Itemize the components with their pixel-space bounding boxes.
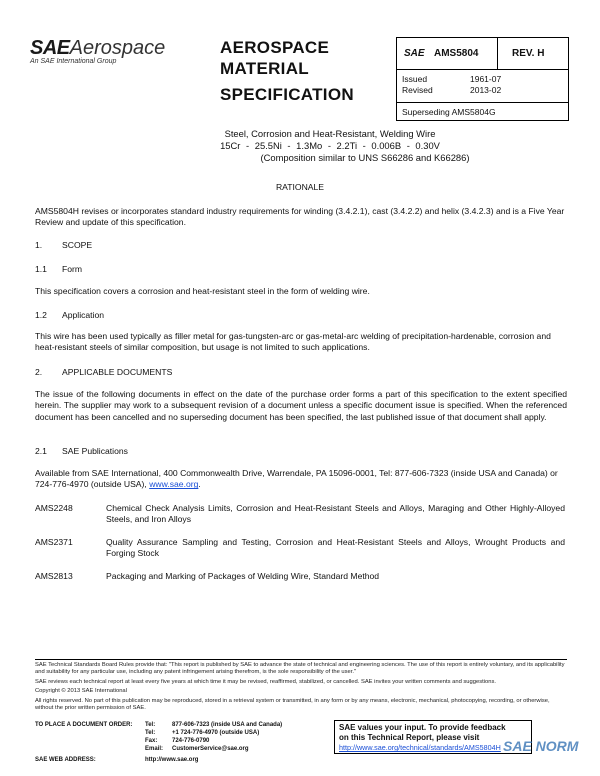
watermark-text: SAE NORM <box>503 738 579 754</box>
feedback-link[interactable]: http://www.sae.org/technical/standards/AMS5804H <box>339 743 501 752</box>
tel-inside: 877-606-7323 (inside USA and Canada) <box>172 722 283 728</box>
sae-address-text: Available from SAE International, 400 Commonwealth Drive, Warrendale, PA 15096-0001, Tel: 877-606-7323 (inside USA and Canada) or 724-776-4970 (outside USA), <box>35 468 558 490</box>
footer-legal <box>35 662 567 712</box>
email-address[interactable]: CustomerService@sae.org <box>172 746 249 752</box>
rationale-text: AMS5804H revises or incorporates standard industry requirements for winding (3.4.2.1), cast (3.4.2.2) and helix (3.4.2.3) and is a Five Year Review and update of this specification. <box>35 206 565 228</box>
reference-description: Chemical Check Analysis Limits, Corrosion and Heat-Resistant Steels and Alloys, Maraging and Other Highly-Alloyed Steels, and Iron Alloys <box>106 503 565 525</box>
sae-website-link[interactable]: www.sae.org <box>149 479 199 490</box>
section-1-1-number: 1.1 <box>35 264 47 274</box>
fax-label: Fax: <box>145 738 158 744</box>
footer-divider <box>35 659 567 660</box>
watermark-logo <box>503 738 598 764</box>
logo-sae-text: SAE <box>30 37 70 59</box>
section-1-2-text: This wire has been used typically as filler metal for gas-tungsten-arc or gas-metal-arc welding of precipitation-hardenable, corrosion and heat-resistant steels of similar composition, but usage is not limited to such applications. <box>35 331 551 353</box>
subject-composition: 15Cr - 25.5Ni - 1.3Mo - 2.2Ti - 0.006B - 0.30V <box>220 140 440 151</box>
section-2-1-title: SAE Publications <box>62 446 128 456</box>
issued-date: 1961-07 <box>470 74 502 84</box>
title-line-3: SPECIFICATION <box>220 85 354 104</box>
feedback-line-2: on this Technical Report, please visit <box>339 733 480 742</box>
section-1-1-heading <box>35 264 82 274</box>
footer-review-text: SAE reviews each technical report at least every five years at which time it may be revised, reaffirmed, stabilized, or cancelled. SAE invites your written comments and suggestions. <box>35 678 496 685</box>
section-1-2-title: Application <box>62 310 105 320</box>
revised-label: Revised <box>402 85 433 95</box>
rationale-heading: RATIONALE <box>275 182 325 192</box>
section-1-title: SCOPE <box>62 240 93 250</box>
section-1-1-text: This specification covers a corrosion and heat-resistant steel in the form of welding wire. <box>35 286 370 296</box>
subject-title: Steel, Corrosion and Heat-Resistant, Welding Wire <box>224 128 436 139</box>
section-1-number: 1. <box>35 240 43 250</box>
section-1-2-number: 1.2 <box>35 310 47 320</box>
superseding-text: Superseding AMS5804G <box>402 107 496 117</box>
section-2-1-number: 2.1 <box>35 446 47 456</box>
section-2-1-heading <box>35 446 128 456</box>
section-2-number: 2. <box>35 367 43 377</box>
footer-rights-text: All rights reserved. No part of this publication may be reproduced, stored in a retrieval system or transmitted, in any form or by any means, electronic, mechanical, photocopying, recording, or otherwise, without the prior written permission of SAE. <box>35 697 550 712</box>
reference-description: Packaging and Marking of Packages of Welding Wire, Standard Method <box>106 571 380 581</box>
title-line-2: MATERIAL <box>220 59 309 78</box>
reference-code: AMS2248 <box>35 503 73 513</box>
section-2-1-text <box>35 468 567 491</box>
logo-aerospace-text: Aerospace <box>69 37 166 59</box>
reference-code: AMS2813 <box>35 571 73 581</box>
section-1-2-heading <box>35 310 104 320</box>
revision-box <box>497 37 569 70</box>
reference-code: AMS2371 <box>35 537 73 547</box>
subject-similar: (Composition similar to UNS S66286 and K66286) <box>260 152 470 163</box>
order-contact-block <box>35 722 325 770</box>
section-2-heading <box>35 367 172 377</box>
section-2-text: The issue of the following documents in effect on the date of the purchase order forms a part of this specification to the extent specified herein. The supplier may work to a subsequent revision of a document unless a specific document issue is specified. When the referenced document has been cancelled and no superseding document has been specified, the last published issue of that document shall apply. <box>35 389 567 422</box>
doc-number: AMS5804 <box>434 48 479 59</box>
feedback-line-1: SAE values your input. To provide feedback <box>339 723 506 732</box>
sae-small-logo: SAE <box>404 48 425 59</box>
sae-address-end: . <box>198 479 201 490</box>
doc-number-box <box>396 37 498 70</box>
order-label: TO PLACE A DOCUMENT ORDER: <box>35 722 133 728</box>
reference-description: Quality Assurance Sampling and Testing, Corrosion and Heat-Resistant Steels and Alloys, Wrought Products and Forging Stock <box>106 537 565 559</box>
issue-dates-box <box>396 69 569 103</box>
fax-number: 724-776-0790 <box>172 738 210 744</box>
superseding-box <box>396 102 569 121</box>
section-1-1-title: Form <box>62 264 83 274</box>
web-label: SAE WEB ADDRESS: <box>35 757 96 763</box>
tel-outside: +1 724-776-4970 (outside USA) <box>172 730 260 736</box>
issued-label: Issued <box>402 74 428 84</box>
logo-tagline: An SAE International Group <box>30 58 117 65</box>
section-2-title: APPLICABLE DOCUMENTS <box>62 367 173 377</box>
web-address[interactable]: http://www.sae.org <box>145 757 199 763</box>
tel-label-2: Tel: <box>145 730 156 736</box>
footer-copyright: Copyright © 2013 SAE International <box>35 688 127 695</box>
tel-label: Tel: <box>145 722 156 728</box>
footer-rules-text: SAE Technical Standards Board Rules provide that: "This report is published by SAE to advance the state of technical and engineering sciences. The use of this report is entirely voluntary, and its applicability and suitability for any particular use, including any patent infringement arising therefrom, is the sole responsibility of the user." <box>35 662 565 676</box>
email-label: Email: <box>145 746 164 752</box>
revision-label: REV. H <box>512 48 545 59</box>
revised-date: 2013-02 <box>470 85 502 95</box>
document-type-title <box>220 37 354 105</box>
section-1-heading <box>35 240 92 250</box>
title-line-1: AEROSPACE <box>220 38 330 57</box>
sae-aerospace-logo <box>30 37 195 77</box>
document-subject <box>120 128 540 164</box>
